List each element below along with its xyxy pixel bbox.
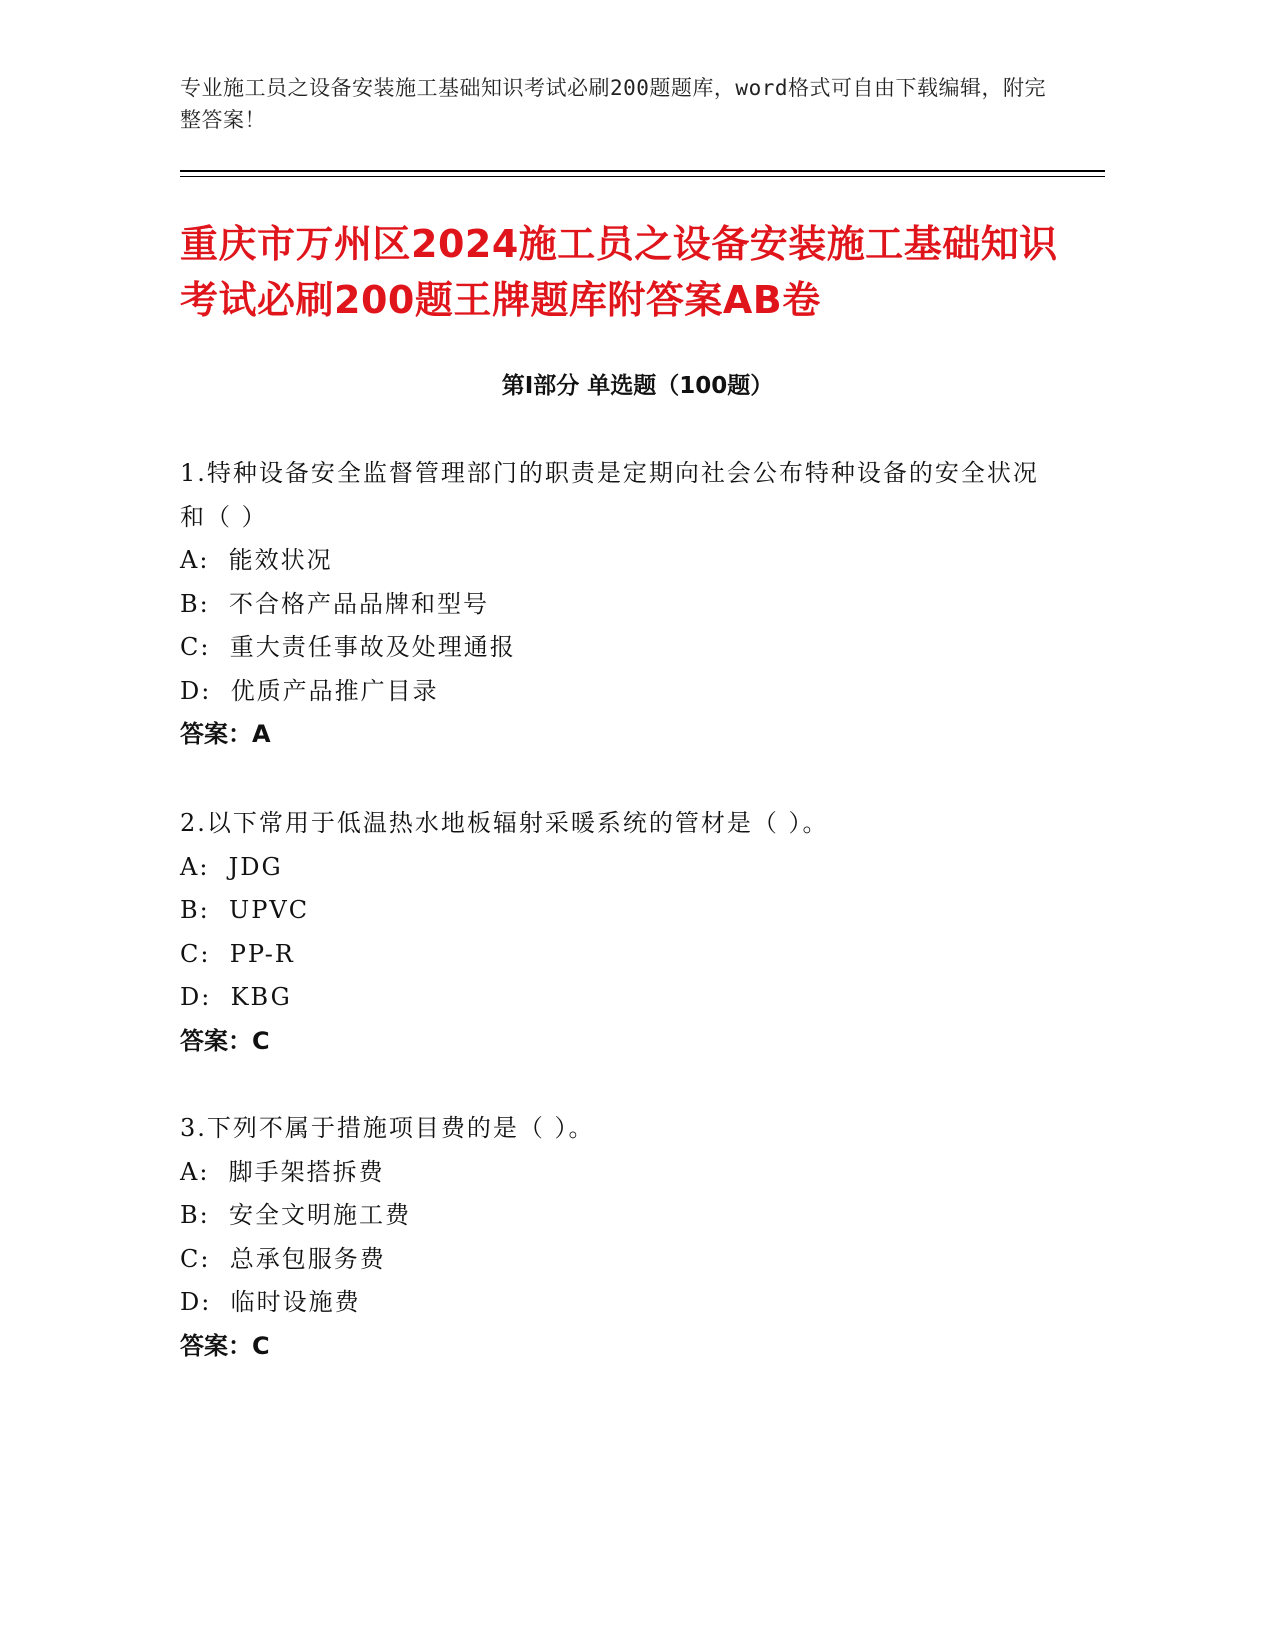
- answer-line: 答案：A: [180, 720, 271, 748]
- header-divider-thin: [180, 176, 1105, 177]
- option-a: A: 能效状况: [180, 546, 333, 574]
- option-a: A: JDG: [180, 852, 283, 881]
- question-stem: 2.以下常用于低温热水地板辐射采暖系统的管材是（ ）。: [180, 809, 829, 837]
- option-d: D: 优质产品推广目录: [180, 676, 439, 705]
- answer-line: 答案：C: [180, 1026, 270, 1055]
- option-b: B: UPVC: [180, 896, 310, 924]
- option-c: C: PP-R: [180, 939, 295, 968]
- header-divider-thick: [180, 170, 1105, 172]
- question-block: [180, 802, 1060, 1063]
- option-b: B: 不合格产品品牌和型号: [180, 589, 489, 618]
- option-d: D: 临时设施费: [180, 1288, 361, 1316]
- option-a: A: 脚手架搭拆费: [180, 1157, 385, 1186]
- header-note: 专业施工员之设备安装施工基础知识考试必刷200题题库，word格式可自由下载编辑，附完整答案！: [180, 76, 1046, 132]
- question-block: [180, 1107, 1060, 1368]
- option-c: C: 重大责任事故及处理通报: [180, 633, 516, 661]
- section-heading: 第I部分 单选题（100题）: [501, 373, 774, 399]
- option-d: D: KBG: [180, 983, 292, 1011]
- question-block: [180, 452, 1060, 757]
- answer-line: 答案：C: [180, 1331, 270, 1360]
- option-c: C: 总承包服务费: [180, 1244, 386, 1273]
- question-stem: 3.下列不属于措施项目费的是（ ）。: [180, 1114, 595, 1142]
- option-b: B: 安全文明施工费: [180, 1201, 411, 1229]
- question-stem: 1.特种设备安全监督管理部门的职责是定期向社会公布特种设备的安全状况和（ ）: [180, 459, 1039, 531]
- document-title: 重庆市万州区2024施工员之设备安装施工基础知识考试必刷200题王牌题库附答案AB卷: [180, 222, 1058, 322]
